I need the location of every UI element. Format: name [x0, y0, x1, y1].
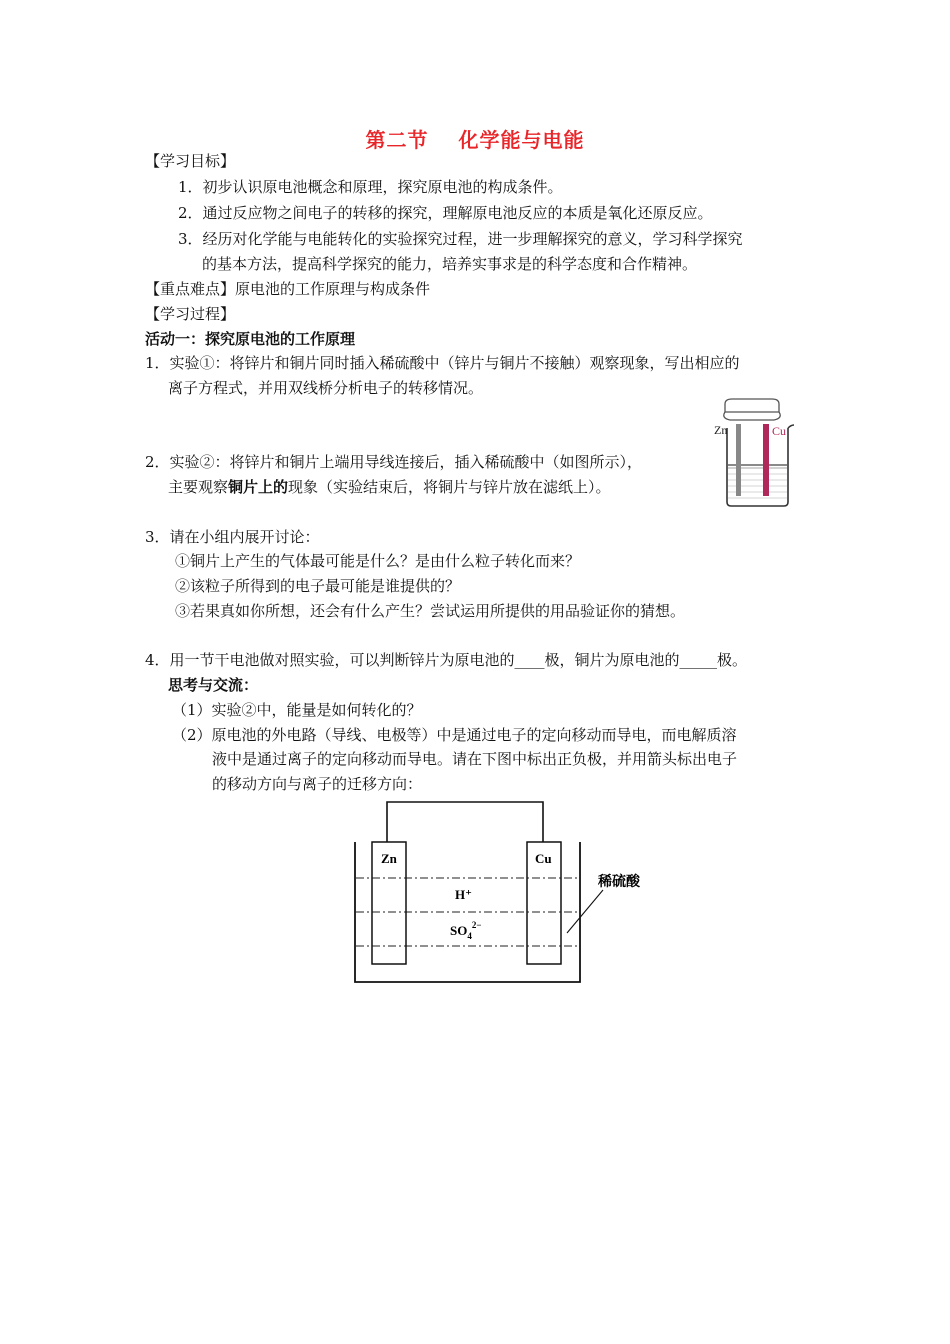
think-item-2-line1: （2）原电池的外电路（导线、电极等）中是通过电子的定向移动而导电，而电解质溶 [172, 726, 737, 744]
question-3-c: ③若果真如你所想，还会有什么产生？尝试运用所提供的用品验证你的猜想。 [175, 602, 686, 620]
acid-pointer-line [567, 890, 603, 933]
think-item-2-line2: 液中是通过离子的定向移动而导电。请在下图中标出正负极，并用箭头标出电子 [212, 750, 738, 768]
copper-strip [763, 424, 769, 496]
key-points: 【重点难点】原电池的工作原理与构成条件 [145, 280, 431, 298]
galvanic-cell-diagram [345, 798, 665, 988]
question-3-a: ①铜片上产生的气体最可能是什么？是由什么粒子转化而来？ [175, 552, 581, 570]
large-zn-label: Zn [381, 851, 397, 866]
question-3-b: ②该粒子所得到的电子最可能是谁提供的？ [175, 577, 461, 595]
activity1-heading: 活动一：探究原电池的工作原理 [145, 330, 356, 348]
question-1-line2: 离子方程式，并用双线桥分析电子的转移情况。 [168, 379, 484, 397]
beaker-figure [710, 398, 810, 510]
sulfate-ion-label: $SO_4^{2-}$ [450, 920, 482, 941]
zn-label: Zn [714, 423, 728, 437]
goal-item-1: 1．初步认识原电池概念和原理，探究原电池的构成条件。 [178, 178, 563, 196]
goal-item-3-line1: 3．经历对化学能与电能转化的实验探究过程，进一步理解探究的意义，学习科学探究 [178, 230, 743, 248]
goal-item-3-line2: 的基本方法，提高科学探究的能力，培养实事求是的科学态度和合作精神。 [202, 255, 698, 273]
question-4: 4．用一节干电池做对照实验，可以判断锌片为原电池的____极，铜片为原电池的_____极。 [145, 651, 748, 669]
think-heading: 思考与交流： [168, 676, 259, 694]
question-2-line2: 主要观察铜片上的现象（实验结束后，将铜片与锌片放在滤纸上）。 [168, 478, 611, 496]
question-3-intro: 3．请在小组内展开讨论： [145, 528, 320, 546]
question-2-line1: 2．实验②：将锌片和铜片上端用导线连接后，插入稀硫酸中（如图所示）， [145, 453, 643, 471]
wire [387, 802, 543, 842]
goal-item-2: 2．通过反应物之间电子的转移的探究，理解原电池反应的本质是氧化还原反应。 [178, 204, 713, 222]
cu-label: Cu [772, 424, 787, 438]
think-item-2-line3: 的移动方向与离子的迁移方向： [212, 775, 423, 793]
page-title: 第二节 化学能与电能 [365, 128, 585, 152]
goals-heading: 【学习目标】 [145, 152, 236, 170]
process-heading: 【学习过程】 [145, 305, 236, 323]
question-1-line1: 1．实验①：将锌片和铜片同时插入稀硫酸中（锌片与铜片不接触）观察现象，写出相应的 [145, 354, 740, 372]
think-item-1: （1）实验②中，能量是如何转化的？ [172, 701, 422, 719]
large-cu-label: Cu [535, 851, 552, 866]
acid-label: 稀硫酸 [598, 875, 640, 890]
h-ion-label: H⁺ [455, 887, 472, 902]
zinc-strip [736, 424, 741, 496]
